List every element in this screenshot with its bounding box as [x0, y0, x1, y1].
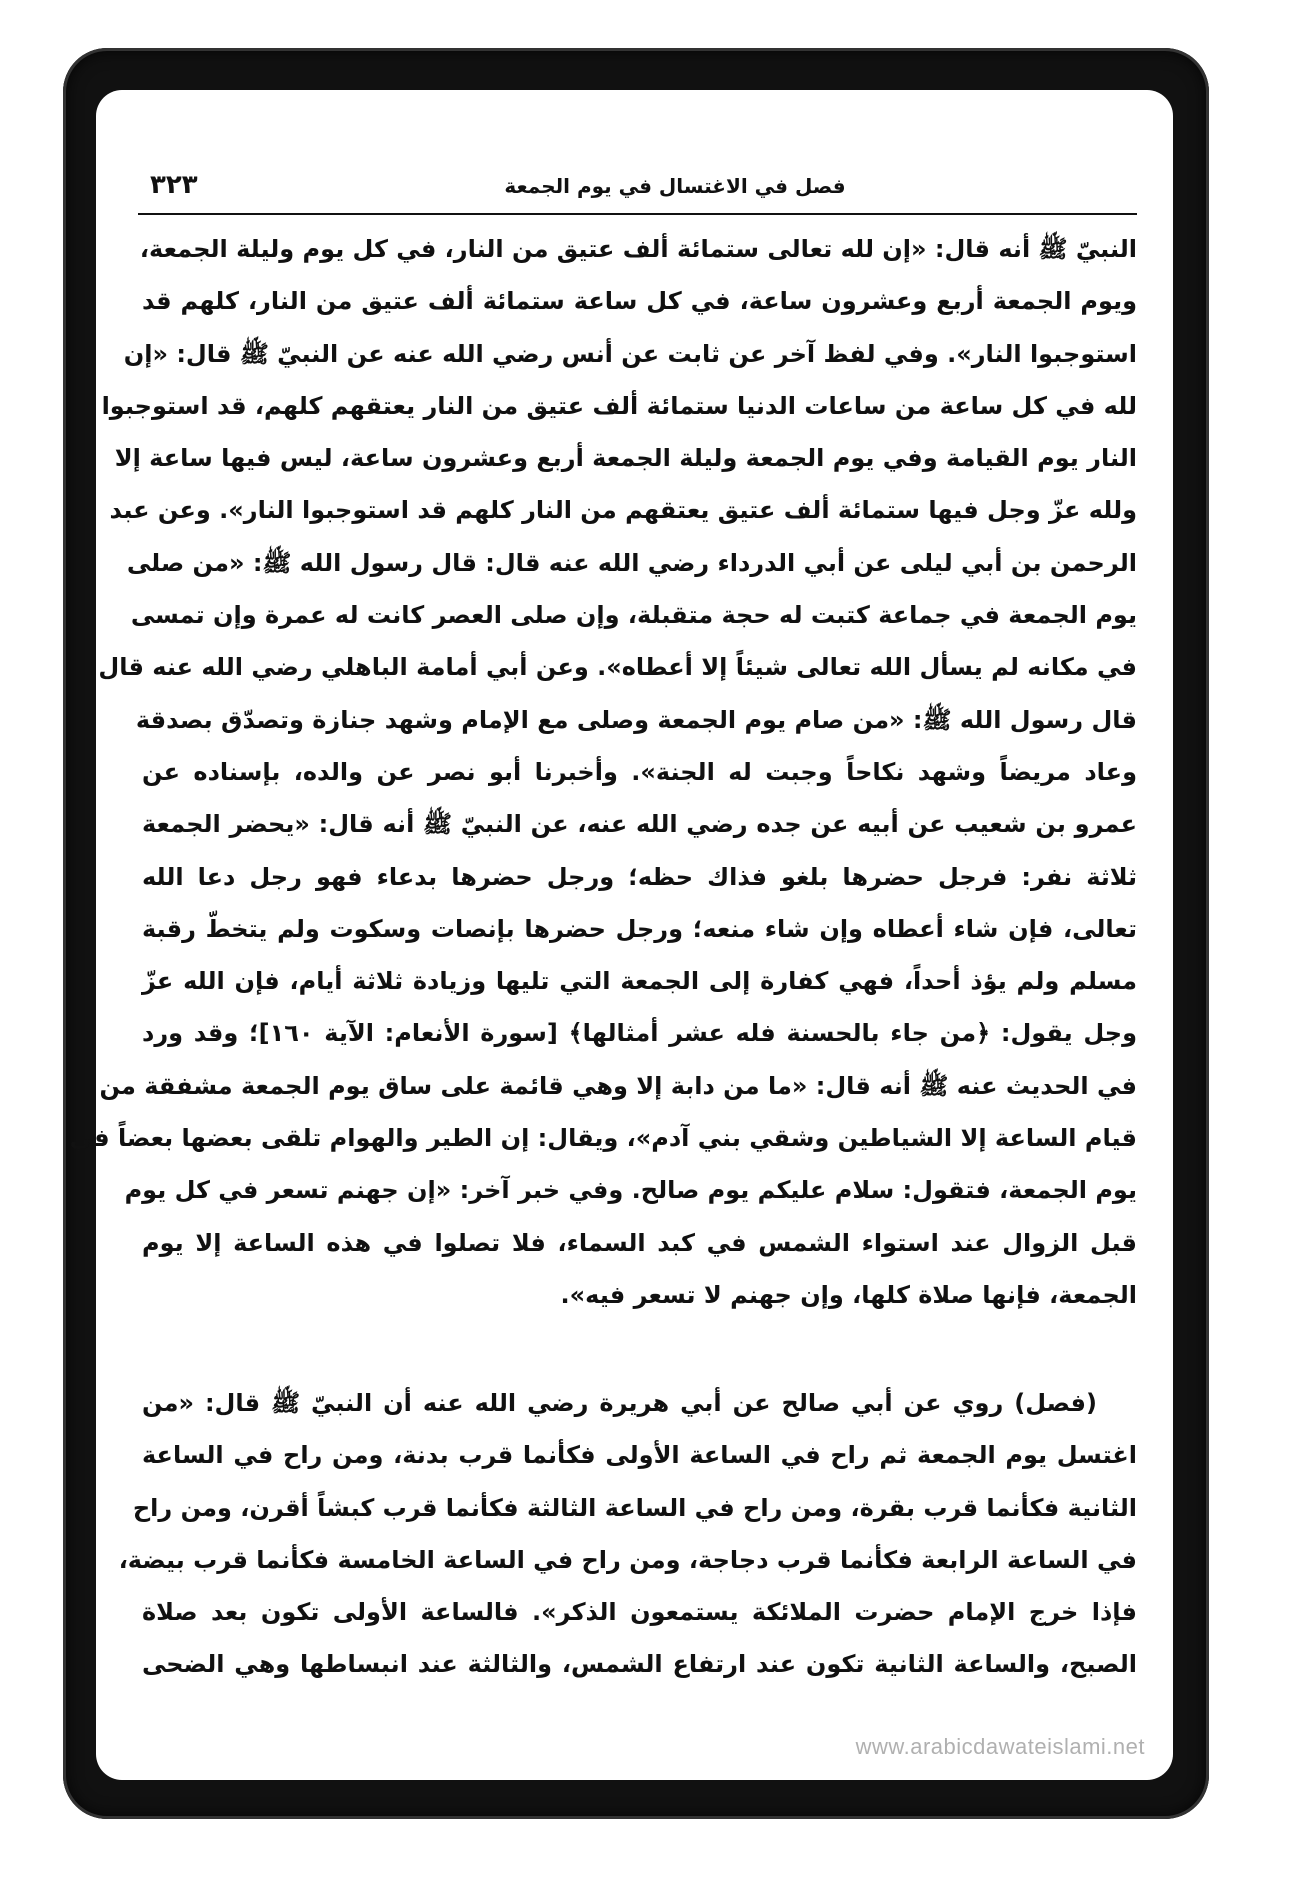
page-number: ٣٢٣	[150, 170, 198, 200]
text-line: وجل يقول: ﴿من جاء بالحسنة فله عشر أمثالها﴾ [سورة الأنعام: الآية ١٦٠]؛ وقد ورد	[142, 1019, 1137, 1048]
text-span: روي عن أبي صالح عن أبي هريرة رضي الله عنه أن النبيّ ﷺ قال: «من	[142, 1389, 1004, 1417]
text-line: قيام الساعة إلا الشياطين وشقي بني آدم»، ويقال: إن الطير والهوام تلقى بعضها بعضاً في	[69, 1124, 1137, 1153]
text-line: قبل الزوال عند استواء الشمس في كبد السماء، فلا تصلوا في هذه الساعة إلا يوم	[142, 1228, 1137, 1257]
text-line: في الحديث عنه ﷺ أنه قال: «ما من دابة إلا وهي قائمة على ساق يوم الجمعة مشفقة من	[99, 1071, 1137, 1100]
website-watermark: www.arabicdawateislami.net	[855, 1734, 1145, 1759]
text-line: لله في كل ساعة من ساعات الدنيا ستمائة ألف عتيق من النار يعتقهم كلهم، قد استوجبوا	[101, 391, 1137, 420]
text-line: ثلاثة نفر: فرجل حضرها بلغو فذاك حظه؛ ورجل حضرها بدعاء فهو رجل دعا الله	[142, 862, 1137, 891]
paragraph-2	[118, 1377, 1137, 1691]
text-line: ولله عزّ وجل فيها ستمائة ألف عتيق يعتقهم من النار كلهم قد استوجبوا النار». وعن عبد	[109, 496, 1137, 525]
text-line: وعاد مريضاً وشهد نكاحاً وجبت له الجنة». وأخبرنا أبو نصر عن والده، بإسناده عن	[142, 757, 1137, 786]
text-line: في مكانه لم يسأل الله تعالى شيئاً إلا أعطاه». وعن أبي أمامة الباهلي رضي الله عنه قال:	[88, 653, 1137, 682]
text-line: النبيّ ﷺ أنه قال: «إن لله تعالى ستمائة ألف عتيق من النار، في كل يوم وليلة الجمعة،	[139, 235, 1137, 263]
text-line: الرحمن بن أبي ليلى عن أبي الدرداء رضي الله عنه قال: قال رسول الله ﷺ: «من صلى	[126, 548, 1137, 577]
text-line: الجمعة، فإنها صلاة كلها، وإن جهنم لا تسعر فيه».	[560, 1280, 1137, 1309]
header-rule	[138, 213, 1137, 215]
text-line: تعالى، فإن شاء أعطاه وإن شاء منعه؛ ورجل حضرها بإنصات وسكوت ولم يتخطّ رقبة	[142, 914, 1137, 943]
text-line: النار يوم القيامة وفي يوم الجمعة وليلة الجمعة أربع وعشرون ساعة، ليس فيها ساعة إلا	[114, 444, 1137, 473]
text-line: ويوم الجمعة أربع وعشرون ساعة، في كل ساعة ستمائة ألف عتيق من النار، كلهم قد	[142, 287, 1137, 316]
text-line: اغتسل يوم الجمعة ثم راح في الساعة الأولى فكأنما قرب بدنة، ومن راح في الساعة	[142, 1441, 1137, 1470]
text-line: عمرو بن شعيب عن أبيه عن جده رضي الله عنه، عن النبيّ ﷺ أنه قال: «يحضر الجمعة	[142, 810, 1137, 839]
text-line: يوم الجمعة، فتقول: سلام عليكم يوم صالح. وفي خبر آخر: «إن جهنم تسعر في كل يوم	[124, 1176, 1137, 1205]
paragraph-1	[69, 223, 1137, 1321]
text-line: مسلم ولم يؤذ أحداً، فهي كفارة إلى الجمعة التي تليها وزيادة ثلاثة أيام، فإن الله عزّ	[142, 967, 1137, 996]
text-line: الثانية فكأنما قرب بقرة، ومن راح في الساعة الثالثة فكأنما قرب كبشاً أقرن، ومن راح	[132, 1493, 1137, 1522]
text-line: قال رسول الله ﷺ: «من صام يوم الجمعة وصلى مع الإمام وشهد جنازة وتصدّق بصدقة	[135, 705, 1137, 734]
section-heading: (فصل)	[1014, 1389, 1097, 1417]
text-line: فإذا خرج الإمام حضرت الملائكة يستمعون الذكر». فالساعة الأولى تكون بعد صلاة	[142, 1598, 1137, 1627]
running-header-title: فصل في الاغتسال في يوم الجمعة	[504, 174, 846, 198]
text-line-with-heading	[142, 1377, 1137, 1429]
text-line: في الساعة الرابعة فكأنما قرب دجاجة، ومن راح في الساعة الخامسة فكأنما قرب بيضة،	[118, 1545, 1137, 1574]
text-line: استوجبوا النار». وفي لفظ آخر عن ثابت عن أنس رضي الله عنه عن النبيّ ﷺ قال: «إن	[123, 339, 1137, 368]
text-line: يوم الجمعة في جماعة كتبت له حجة متقبلة، وإن صلى العصر كانت له عمرة وإن تمسى	[130, 601, 1137, 630]
text-line: الصبح، والساعة الثانية تكون عند ارتفاع الشمس، والثالثة عند انبساطها وهي الضحى	[142, 1650, 1137, 1679]
